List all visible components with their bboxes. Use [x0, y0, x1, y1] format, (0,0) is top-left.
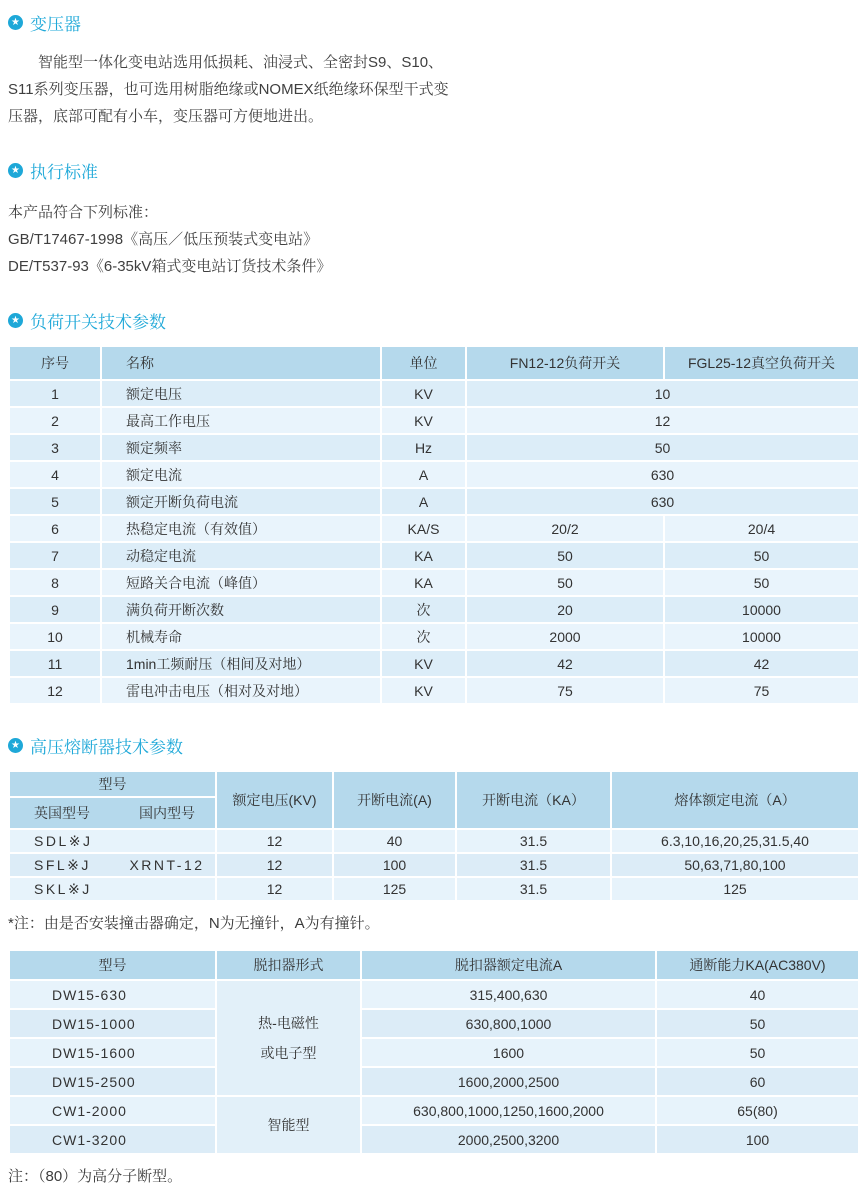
table-cell: 智能型 [216, 1096, 361, 1154]
table-cell: 1600,2000,2500 [361, 1067, 656, 1096]
table-header-row [9, 346, 859, 380]
column-header: 额定电压(KV) [216, 771, 333, 829]
table-cell: CW1-2000 [9, 1096, 216, 1125]
table-row [9, 829, 859, 853]
table-cell: 12 [216, 877, 333, 901]
table-row [9, 515, 859, 542]
table-cell: KV [381, 650, 466, 677]
section-title: 执行标准 [30, 163, 98, 182]
table-cell: 最高工作电压 [101, 407, 381, 434]
table-cell: DW15-630 [9, 980, 216, 1009]
standards-list [8, 199, 860, 280]
table-cell: 60 [656, 1067, 859, 1096]
table-cell: 2000,2500,3200 [361, 1125, 656, 1154]
table-row [9, 1096, 859, 1125]
table-cell: KV [381, 677, 466, 704]
table-cell: KA/S [381, 515, 466, 542]
fuse-note: *注：由是否安装撞击器确定，N为无撞针，A为有撞针。 [8, 915, 380, 932]
table-row [9, 1125, 859, 1154]
table-cell: 42 [664, 650, 859, 677]
table-cell: 50 [466, 542, 664, 569]
table-cell: 50 [466, 434, 859, 461]
table-row [9, 853, 859, 877]
table-row [9, 596, 859, 623]
table-row [9, 542, 859, 569]
table-cell: 短路关合电流（峰值） [101, 569, 381, 596]
table-cell: 50 [656, 1038, 859, 1067]
breaker-table [8, 949, 860, 1155]
table-cell: 12 [466, 407, 859, 434]
table-cell: 10000 [664, 596, 859, 623]
table-cell: 2000 [466, 623, 664, 650]
table-cell: 50 [664, 542, 859, 569]
column-header: 型号 [9, 771, 216, 797]
table-cell: 11 [9, 650, 101, 677]
table-cell: DW15-1000 [9, 1009, 216, 1038]
table-cell: 75 [466, 677, 664, 704]
table-row [9, 650, 859, 677]
standards-intro: 本产品符合下列标准： [8, 204, 159, 221]
table-cell: 雷电冲击电压（相对及对地） [101, 677, 381, 704]
table-cell: 12 [216, 829, 333, 853]
table-cell: DW15-2500 [9, 1067, 216, 1096]
table-cell: 2 [9, 407, 101, 434]
table-cell: 次 [381, 596, 466, 623]
column-header: 序号 [9, 346, 101, 380]
table-cell: 100 [333, 853, 456, 877]
table-cell: 630 [466, 488, 859, 515]
table-cell: 10000 [664, 623, 859, 650]
table-cell: KV [381, 380, 466, 407]
star-icon: ★ [8, 313, 23, 328]
table-row [9, 434, 859, 461]
table-cell: 31.5 [456, 829, 611, 853]
table-cell: 42 [466, 650, 664, 677]
star-icon: ★ [8, 15, 23, 30]
column-header: 脱扣器额定电流A [361, 950, 656, 980]
column-header: 单位 [381, 346, 466, 380]
trip-type-line: 或电子型 [260, 1045, 317, 1061]
table-cell: 1min工频耐压（相间及对地） [101, 650, 381, 677]
table-cell: 50 [664, 569, 859, 596]
table-cell: 额定电压 [101, 380, 381, 407]
breaker-note: 注：（80）为高分子断型。 [8, 1168, 183, 1185]
section-heading-transformer [8, 10, 860, 35]
table-cell: 5 [9, 488, 101, 515]
table-cell: KA [381, 569, 466, 596]
table-cell: 动稳定电流 [101, 542, 381, 569]
table-cell: 40 [333, 829, 456, 853]
table-cell: 100 [656, 1125, 859, 1154]
table-cell: 8 [9, 569, 101, 596]
table-cell: 31.5 [456, 853, 611, 877]
table-cell: 4 [9, 461, 101, 488]
table-cell: XRNT-12 [119, 853, 216, 877]
section-heading-standards [8, 158, 860, 183]
table-row [9, 623, 859, 650]
table-cell: 50 [656, 1009, 859, 1038]
table-cell: 额定电流 [101, 461, 381, 488]
table-cell: 50,63,71,80,100 [611, 853, 859, 877]
table-cell: Hz [381, 434, 466, 461]
table-row [9, 877, 859, 901]
table-cell: 12 [9, 677, 101, 704]
table-cell: 20/2 [466, 515, 664, 542]
section-title: 负荷开关技术参数 [30, 313, 166, 332]
table-cell: 315,400,630 [361, 980, 656, 1009]
column-header: 英国型号 [9, 797, 119, 829]
table-cell: 6.3,10,16,20,25,31.5,40 [611, 829, 859, 853]
table-cell: 125 [611, 877, 859, 901]
column-header: FN12-12负荷开关 [466, 346, 664, 380]
table-header-row [9, 950, 859, 980]
table-cell: 3 [9, 434, 101, 461]
table-cell: 75 [664, 677, 859, 704]
table-row [9, 677, 859, 704]
column-header: 开断电流（KA） [456, 771, 611, 829]
table-cell: 热稳定电流（有效值） [101, 515, 381, 542]
column-header: 名称 [101, 346, 381, 380]
table-cell: 1 [9, 380, 101, 407]
table-cell: SFL※J [9, 853, 119, 877]
standard-item: GB/T17467-1998《高压／低压预装式变电站》 [8, 231, 319, 248]
table-cell: 40 [656, 980, 859, 1009]
table-cell: 31.5 [456, 877, 611, 901]
table-cell: KV [381, 407, 466, 434]
table-cell: 机械寿命 [101, 623, 381, 650]
table-cell: 7 [9, 542, 101, 569]
load-switch-table [8, 345, 860, 705]
table-cell: 额定频率 [101, 434, 381, 461]
column-header: 型号 [9, 950, 216, 980]
table-cell: 次 [381, 623, 466, 650]
standard-item: DE/T537-93《6-35kV箱式变电站订货技术条件》 [8, 258, 332, 275]
fuse-table [8, 770, 860, 902]
table-row [9, 1067, 859, 1096]
table-cell: 10 [466, 380, 859, 407]
column-header: 脱扣器形式 [216, 950, 361, 980]
section-title: 高压熔断器技术参数 [30, 738, 183, 757]
table-header-row [9, 771, 859, 797]
table-cell: 50 [466, 569, 664, 596]
star-icon: ★ [8, 163, 23, 178]
table-cell [119, 877, 216, 901]
table-cell: 满负荷开断次数 [101, 596, 381, 623]
table-cell: SDL※J [9, 829, 119, 853]
star-icon: ★ [8, 738, 23, 753]
table-cell: SKL※J [9, 877, 119, 901]
table-row [9, 461, 859, 488]
column-header: 国内型号 [119, 797, 216, 829]
table-row [9, 980, 859, 1009]
table-row [9, 488, 859, 515]
table-row [9, 1009, 859, 1038]
section-heading-load-switch [8, 308, 860, 333]
section-title: 变压器 [30, 15, 81, 34]
table-row [9, 407, 859, 434]
table-cell: 20/4 [664, 515, 859, 542]
table-cell [119, 829, 216, 853]
table-row [9, 1038, 859, 1067]
table-row [9, 380, 859, 407]
section-heading-fuse [8, 733, 860, 758]
table-cell: 额定开断负荷电流 [101, 488, 381, 515]
table-cell: KA [381, 542, 466, 569]
table-cell: 12 [216, 853, 333, 877]
table-cell: A [381, 488, 466, 515]
table-cell: 20 [466, 596, 664, 623]
table-cell: A [381, 461, 466, 488]
table-cell: 10 [9, 623, 101, 650]
column-header: 通断能力KA(AC380V) [656, 950, 859, 980]
table-cell: 125 [333, 877, 456, 901]
table-cell [216, 980, 361, 1096]
trip-type-line: 热-电磁性 [258, 1015, 319, 1031]
table-cell: 630,800,1000 [361, 1009, 656, 1038]
table-cell: 65(80) [656, 1096, 859, 1125]
table-cell: 9 [9, 596, 101, 623]
column-header: FGL25-12真空负荷开关 [664, 346, 859, 380]
column-header: 开断电流(A) [333, 771, 456, 829]
table-cell: CW1-3200 [9, 1125, 216, 1154]
table-cell: 6 [9, 515, 101, 542]
table-cell: 1600 [361, 1038, 656, 1067]
column-header: 熔体额定电流（A） [611, 771, 859, 829]
table-row [9, 569, 859, 596]
table-cell: 630,800,1000,1250,1600,2000 [361, 1096, 656, 1125]
table-cell: 630 [466, 461, 859, 488]
table-cell: DW15-1600 [9, 1038, 216, 1067]
transformer-description: 智能型一体化变电站选用低损耗、油浸式、全密封S9、S10、S11系列变压器，也可选用树脂绝缘或NOMEX纸绝缘环保型干式变压器，底部可配有小车，变压器可方便地进出。 [8, 54, 449, 125]
